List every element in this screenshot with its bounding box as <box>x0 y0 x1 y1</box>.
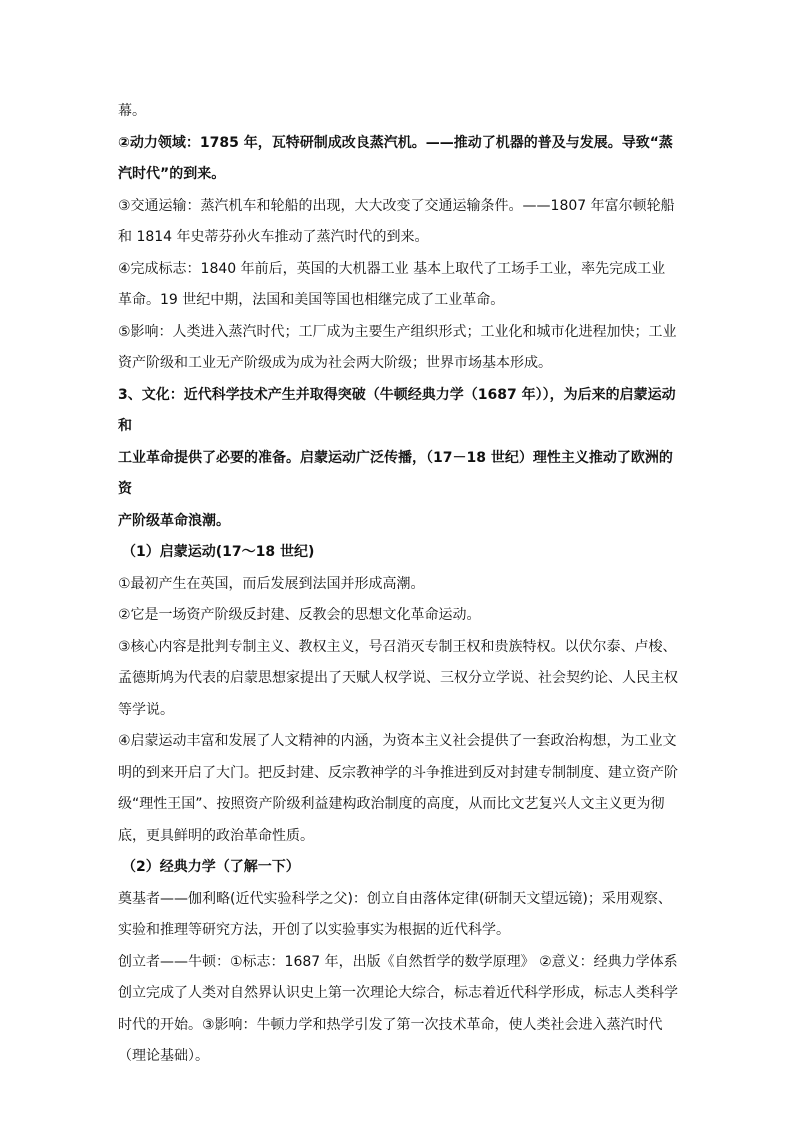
paragraph-line: 创立完成了人类对自然界认识史上第一次理论大综合，标志着近代科学形成，标志人类科学 <box>118 985 678 1001</box>
paragraph-line: 革命。19 世纪中期，法国和美国等国也相继完成了工业革命。 <box>118 292 505 308</box>
paragraph-line: 幕。 <box>118 103 146 119</box>
paragraph-line: 创立者——牛顿：①标志：1687 年，出版《自然哲学的数学原理》 ②意义：经典力学体系 <box>118 953 678 970</box>
paragraph-line: 奠基者——伽利略(近代实验科学之父)：创立自由落体定律(研制天文望远镜)；采用观察、 <box>118 890 672 907</box>
paragraph-line: 明的到来开启了大门。把反封建、反宗教神学的斗争推进到反对封建专制制度、建立资产阶 <box>118 764 678 781</box>
paragraph-line: 资产阶级和工业无产阶级成为成为社会两大阶级；世界市场基本形成。 <box>118 355 552 371</box>
paragraph-line: 时代的开始。③影响：牛顿力学和热学引发了第一次技术革命，使人类社会进入蒸汽时代 <box>118 1016 663 1033</box>
paragraph-line: ⑤影响：人类进入蒸汽时代；工厂成为主要生产组织形式；工业化和城市化进程加快；工业 <box>118 323 677 340</box>
paragraph-line: 底，更具鲜明的政治革命性质。 <box>118 827 314 844</box>
paragraph-line: 和 1814 年史蒂芬孙火车推动了蒸汽时代的到来。 <box>118 229 429 245</box>
paragraph-line: 工业革命提供了必要的准备。启蒙运动广泛传播，（17－18 世纪）理性主义推动了欧洲的资 <box>118 449 673 497</box>
paragraph-line: ①最初产生在英国，而后发展到法国并形成高潮。 <box>118 575 425 592</box>
paragraph-line: 3、文化：近代科学技术产生并取得突破（牛顿经典力学（1687 年）），为后来的启蒙运动和 <box>118 386 676 434</box>
paragraph-line: （1）启蒙运动(17～18 世纪) <box>122 544 315 560</box>
paragraph-line: 汽时代”的到来。 <box>118 166 226 182</box>
paragraph-line: ②它是一场资产阶级反封建、反教会的思想文化革命运动。 <box>118 607 481 623</box>
paragraph-line: ④完成标志：1840 年前后，英国的大机器工业 基本上取代了工场手工业，率先完成工业 <box>118 260 666 277</box>
document-page <box>118 96 682 1073</box>
paragraph-line: ④启蒙运动丰富和发展了人文精神的内涵，为资本主义社会提供了一套政治构想，为工业文 <box>118 733 677 749</box>
paragraph-line: ②动力领域：1785 年，瓦特研制成改良蒸汽机。——推动了机器的普及与发展。导致“蒸 <box>118 134 673 151</box>
paragraph-line: 级“理性王国”、按照资产阶级利益建构政治制度的高度，从而比文艺复兴人文主义更为彻 <box>118 796 665 812</box>
paragraph-line: （2）经典力学（了解一下） <box>122 859 300 875</box>
paragraph-line: ③交通运输：蒸汽机车和轮船的出现，大大改变了交通运输条件。——1807 年富尔顿轮船 <box>118 197 675 214</box>
paragraph-line: ③核心内容是批判专制主义、教权主义，号召消灭专制王权和贵族特权。以伏尔泰、卢梭、 <box>118 638 677 655</box>
paragraph-line: 等学说。 <box>118 701 174 718</box>
paragraph-line: 孟德斯鸠为代表的启蒙思想家提出了天赋人权学说、三权分立学说、社会契约论、人民主权 <box>118 670 678 686</box>
paragraph-line: （理论基础）。 <box>118 1048 209 1064</box>
paragraph-line: 产阶级革命浪潮。 <box>118 512 230 529</box>
paragraph-line: 实验和推理等研究方法，开创了以实验事实为根据的近代科学。 <box>118 922 510 938</box>
